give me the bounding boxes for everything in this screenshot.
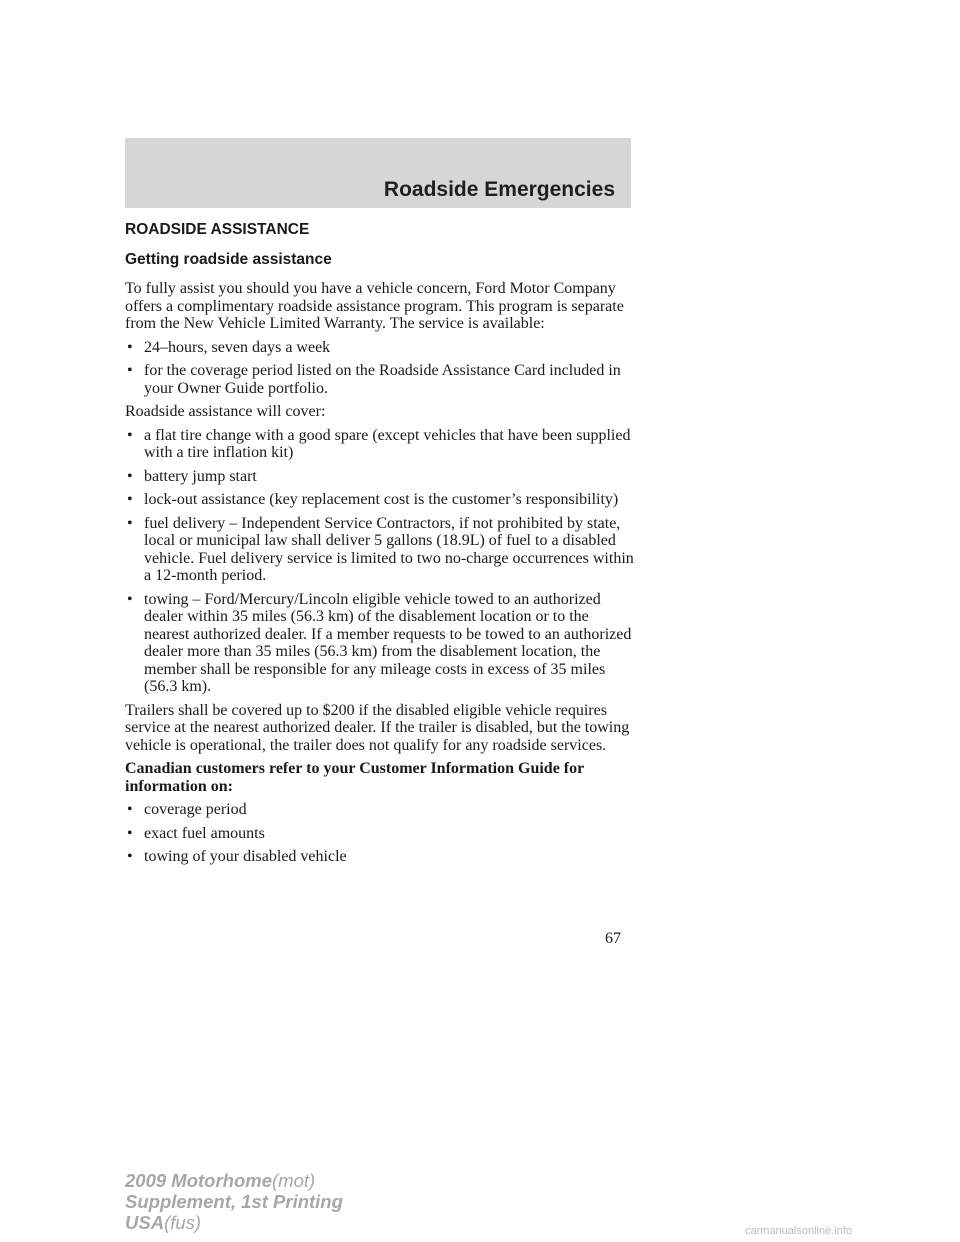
footer-line-1: 2009 Motorhome(mot) <box>125 1170 316 1191</box>
bullet-icon: • <box>127 824 133 842</box>
bullet-icon: • <box>127 467 133 485</box>
coverage-list <box>125 427 635 696</box>
list-item: • lock-out assistance (key replacement cost is the customer’s responsibility) <box>127 491 619 508</box>
bullet-icon: • <box>127 848 133 865</box>
footer-line-2: Supplement, 1st Printing <box>125 1191 343 1212</box>
bullet-icon: • <box>127 514 133 532</box>
availability-list <box>125 339 635 398</box>
print-footer <box>125 1170 343 1233</box>
list-item: • towing of your disabled vehicle <box>127 848 347 865</box>
page-number: 67 <box>605 930 621 947</box>
page-content <box>125 221 635 872</box>
list-item: • a flat tire change with a good spare (except vehicles that have been supplied with a tire inflation kit) <box>127 426 631 461</box>
bullet-icon: • <box>127 801 133 818</box>
watermark-link[interactable]: carmanualsonline.info <box>745 1225 853 1237</box>
list-item: • for the coverage period listed on the Roadside Assistance Card included in your Owner Guide portfolio. <box>127 362 621 397</box>
bullet-icon: • <box>127 338 133 356</box>
section-title: ROADSIDE ASSISTANCE <box>125 221 310 238</box>
bullet-icon: • <box>127 362 133 379</box>
list-item: • 24–hours, seven days a week <box>127 338 331 356</box>
bullet-icon: • <box>127 590 133 608</box>
intro-paragraph: To fully assist you should you have a vehicle concern, Ford Motor Company offers a complimentary roadside assistance program. This program is separate from the New Vehicle Limited Warranty. The service is available: <box>125 280 624 332</box>
section-header-band <box>125 138 631 208</box>
footer-line-3: USA(fus) <box>125 1212 202 1233</box>
list-item: • fuel delivery – Independent Service Contractors, if not prohibited by state, local or municipal law shall deliver 5 gallons (18.9L) of fuel to a disabled vehicle. Fuel delivery service is limited to two no-charge occurrences within a 12-month period. <box>127 514 634 584</box>
trailers-paragraph: Trailers shall be covered up to $200 if the disabled eligible vehicle requires service at the nearest authorized dealer. If the trailer is disabled, but the towing vehicle is operational, the trailer does not qualify for any roadside services. <box>125 701 630 754</box>
canadian-note: Canadian customers refer to your Customer Information Guide for information on: <box>125 760 584 795</box>
list-item: • exact fuel amounts <box>127 824 265 842</box>
section-header-title: Roadside Emergencies <box>383 178 615 201</box>
sub-title: Getting roadside assistance <box>125 250 332 268</box>
canadian-list <box>125 801 635 866</box>
list-item: • coverage period <box>127 801 247 818</box>
list-item: • battery jump start <box>127 467 257 485</box>
list-item: • towing – Ford/Mercury/Lincoln eligible vehicle towed to an authorized dealer within 35 miles (56.3 km) of the disablement location or to the nearest authorized dealer. If a member requests to be towed to an authorized dealer more than 35 miles (56.3 km) from the disablement location, the member shall be responsible for any mileage costs in excess of 35 miles (56.3 km). <box>127 590 632 695</box>
bullet-icon: • <box>127 491 133 508</box>
coverage-intro: Roadside assistance will cover: <box>125 403 326 420</box>
bullet-icon: • <box>127 426 133 444</box>
